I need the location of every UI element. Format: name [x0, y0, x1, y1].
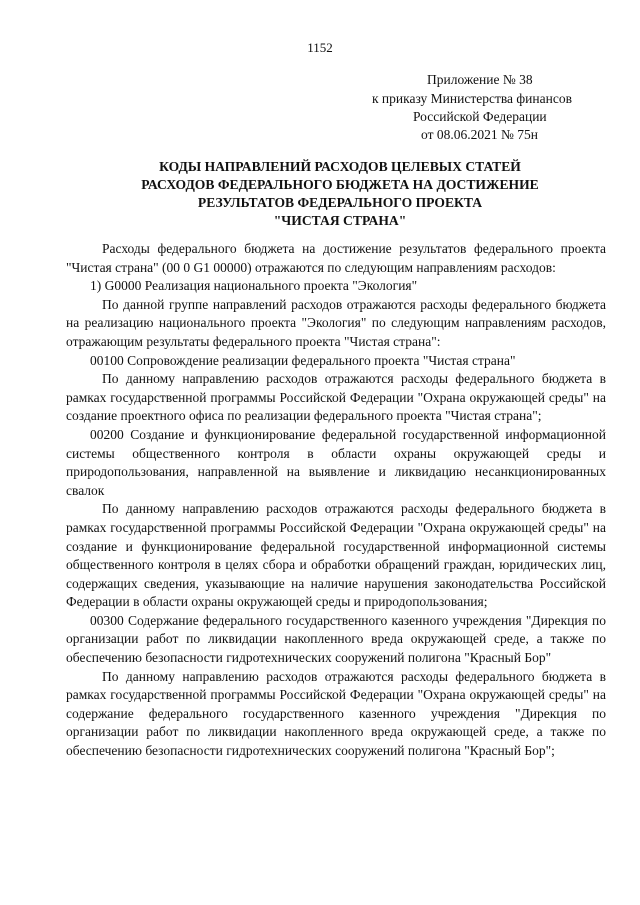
appendix-line-4: от 08.06.2021 № 75н: [421, 127, 538, 142]
paragraph-code-00300-description: По данному направлению расходов отражаются расходы федерального бюджета в рамках государственной программы Российской Федерации "Охрана окружающей среды" на содержание федерального государственного казенного учреждения "Дирекция по организации работ по ликвидации накопленного вреда окружающей среде, а также по обеспечению безопасности гидротехнических сооружений полигона "Красный Бор";: [66, 668, 606, 759]
document-body: [66, 240, 606, 761]
paragraph-group-description: По данной группе направлений расходов отражаются расходы федерального бюджета на реализацию национального проекта "Экология" по следующим направлениям расходов, отражающим результаты федерального проекта "Чистая страна":: [66, 296, 606, 349]
title-line-4: "ЧИСТАЯ СТРАНА": [273, 213, 407, 228]
appendix-line-3: Российской Федерации: [413, 109, 547, 124]
document-title: [60, 158, 620, 230]
paragraph-intro: Расходы федерального бюджета на достижение результатов федерального проекта "Чистая страна" (00 0 G1 00000) отражаются по следующим направлениям расходов:: [66, 241, 606, 275]
title-line-2: РАСХОДОВ ФЕДЕРАЛЬНОГО БЮДЖЕТА НА ДОСТИЖЕНИЕ: [141, 177, 539, 192]
paragraph-code-00200-description: По данному направлению расходов отражаются расходы федерального бюджета в рамках государственной программы Российской Федерации "Охрана окружающей среды" на создание и функционирование федеральной государственной информационной системы общественного контроля в целях сбора и обработки обращений граждан, юридических лиц, содержащих сведения, указывающие на наличие нарушения законодательства Российской Федерации в области охраны окружающей среды и природопользования;: [66, 501, 606, 610]
paragraph-code-00200: 00200 Создание и функционирование федеральной государственной информационной системы общественного контроля в области охраны окружающей среды и природопользования, направленной на выявление и ликвидацию несанкционированных свалок: [66, 426, 606, 498]
paragraph-code-00100: 00100 Сопровождение реализации федерального проекта "Чистая страна": [90, 352, 516, 368]
paragraph-group-g0000: 1) G0000 Реализация национального проекта "Экология": [90, 278, 418, 294]
paragraph-code-00300: 00300 Содержание федерального государственного казенного учреждения "Дирекция по организации работ по ликвидации накопленного вреда окружающей среде, а также по обеспечению безопасности гидротехнических сооружений полигона "Красный Бор": [66, 612, 606, 666]
page-number: 1152: [307, 40, 333, 55]
title-line-3: РЕЗУЛЬТАТОВ ФЕДЕРАЛЬНОГО ПРОЕКТА: [197, 195, 483, 210]
appendix-line-1: Приложение № 38: [427, 72, 533, 87]
title-line-1: КОДЫ НАПРАВЛЕНИЙ РАСХОДОВ ЦЕЛЕВЫХ СТАТЕЙ: [159, 159, 521, 174]
paragraph-code-00100-description: По данному направлению расходов отражаются расходы федерального бюджета в рамках государственной программы Российской Федерации "Охрана окружающей среды" на создание проектного офиса по реализации федерального проекта "Чистая страна";: [66, 371, 606, 424]
appendix-line-2: к приказу Министерства финансов: [372, 91, 572, 106]
